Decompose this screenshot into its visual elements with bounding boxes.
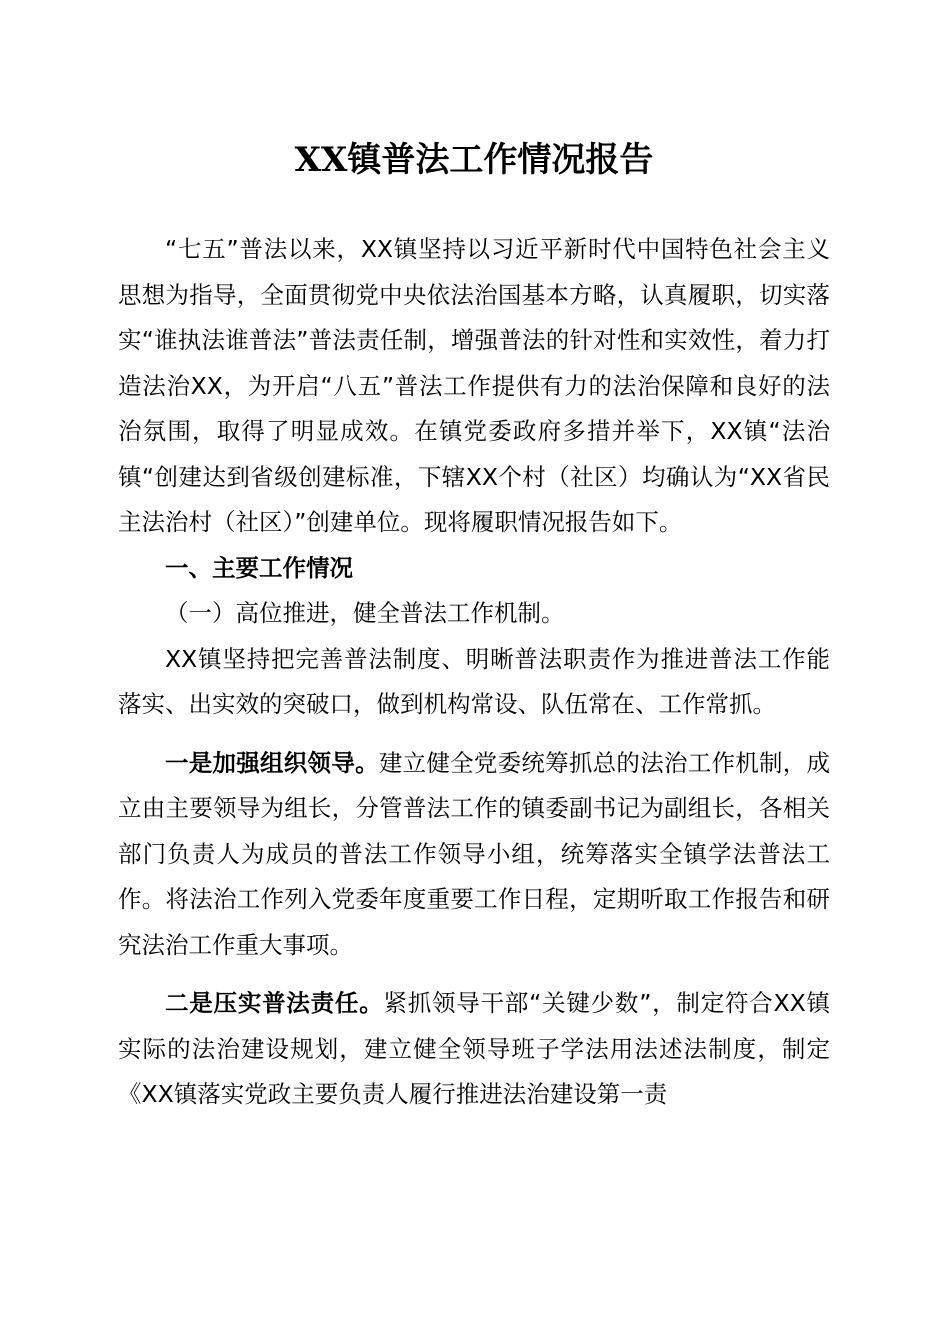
point-paragraph-responsibility xyxy=(118,981,830,1118)
intro-paragraph: “七五”普法以来，XX镇坚持以习近平新时代中国特色社会主义思想为指导，全面贯彻党中央依法治国基本方略，认真履职，切实落实“谁执法谁普法”普法责任制，增强普法的针对性和实效性，着力打造法治XX，为开启“八五”普法工作提供有力的法治保障和良好的法治氛围，取得了明显成效。在镇党委政府多措并举下，XX镇“法治镇“创建达到省级创建标准，下辖XX个村（社区）均确认为“XX省民主法治村（社区）”创建单位。现将履职情况报告如下。 xyxy=(118,235,830,536)
section-heading-main-work: 一、主要工作情况 xyxy=(165,553,353,582)
point-lead-responsibility: 二是压实普法责任。 xyxy=(165,989,384,1017)
paragraph-gap xyxy=(118,968,830,981)
document-title: XX镇普法工作情况报告 xyxy=(294,140,654,180)
point-paragraph-leadership xyxy=(118,741,830,969)
point-text-leadership: 建立健全党委统筹抓总的法治工作机制，成立由主要领导为组长，分管普法工作的镇委副书记为副组长，各相关部门负责人为成员的普法工作领导小组，统筹落实全镇学法普法工作。将法治工作列入党委年度重要工作日程，定期听取工作报告和研究法治工作重大事项。 xyxy=(118,748,831,959)
subsection-heading-mechanism: （一）高位推进，健全普法工作机制。 xyxy=(165,599,565,627)
paragraph-gap xyxy=(118,728,830,741)
point-text-responsibility: 紧抓领导干部“关键少数”，制定符合XX镇实际的法治建设规划，建立健全领导班子学法用法述法制度，制定《XX镇落实党政主要负责人履行推进法治建设第一责 xyxy=(118,989,830,1108)
subsection-paragraph: XX镇坚持把完善普法制度、明晰普法职责作为推进普法工作能落实、出实效的突破口，做到机构常设、队伍常在、工作常抓。 xyxy=(118,644,830,718)
document-body xyxy=(118,227,830,1118)
point-lead-leadership: 一是加强组织领导。 xyxy=(165,748,379,777)
